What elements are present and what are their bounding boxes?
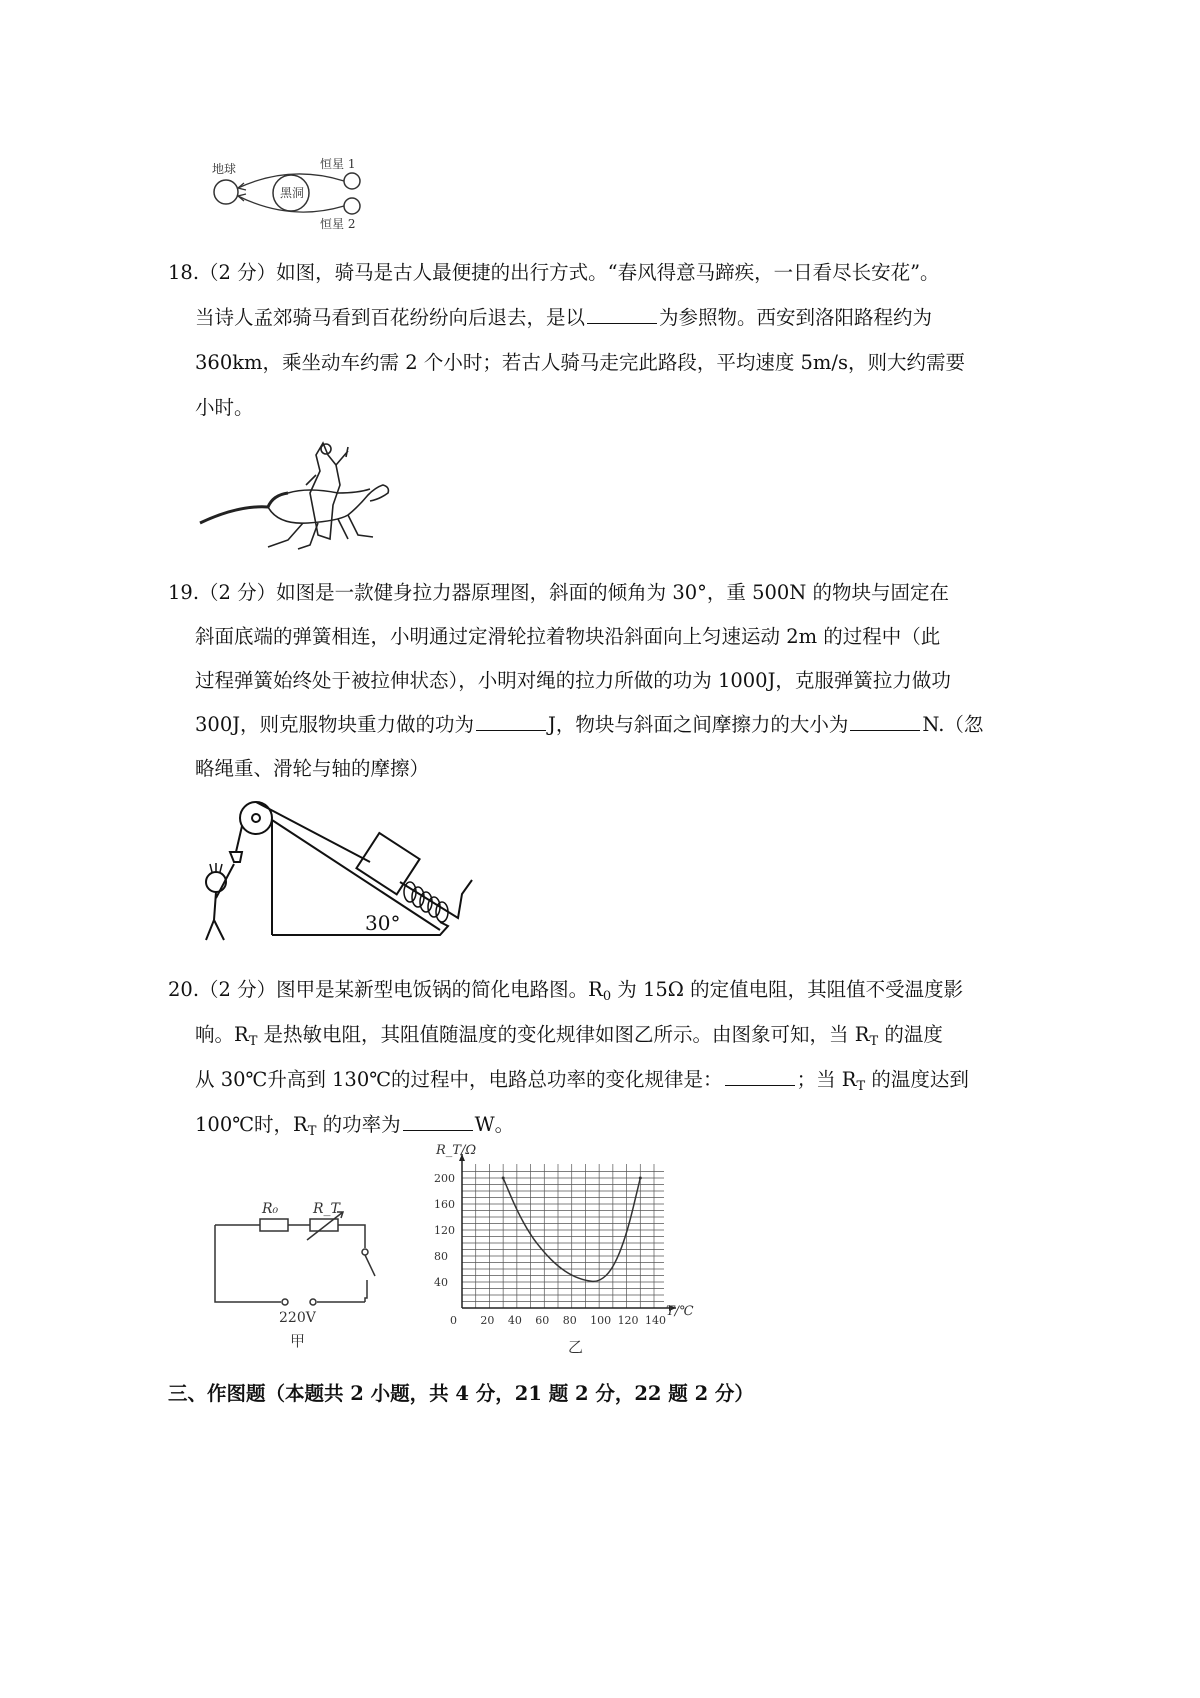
q20-text: 响。R xyxy=(195,1023,249,1046)
q18-line-1: 18.（2 分）如图，骑马是古人最便捷的出行方式。“春风得意马蹄疾，一日看尽长安花”。 xyxy=(168,261,940,284)
q19-text: J，物块与斜面之间摩擦力的大小为 xyxy=(548,713,849,736)
q19-line-5: 略绳重、滑轮与轴的摩擦） xyxy=(195,757,430,780)
q19-text: 300J，则克服物块重力做的功为 xyxy=(195,713,475,736)
circuit-diagram xyxy=(205,1190,395,1360)
star2-label: 恒星 2 xyxy=(320,217,356,231)
rope-upper xyxy=(256,802,370,862)
q18-line-3: 360km，乘坐动车约需 2 个小时；若古人骑马走完此路段，平均速度 5m/s，则大约需要 xyxy=(195,351,966,374)
voltage-label: 220V xyxy=(279,1310,316,1326)
q19-line-4 xyxy=(195,710,983,740)
subscript: T xyxy=(248,1034,258,1049)
section-3-heading: 三、作图题（本题共 2 小题，共 4 分，21 题 2 分，22 题 2 分） xyxy=(168,1382,754,1405)
figure-17-blackhole-lensing xyxy=(200,150,380,240)
q20-text: 是热敏电阻，其阻值随温度的变化规律如图乙所示。由图象可知，当 R xyxy=(257,1023,870,1046)
earth-label: 地球 xyxy=(212,162,237,176)
chart-grid xyxy=(462,1164,664,1308)
chart-axes xyxy=(459,1154,676,1311)
y-tick-label: 200 xyxy=(434,1172,455,1185)
switch-wire xyxy=(317,1255,375,1302)
y-tick-label: 80 xyxy=(434,1250,448,1263)
person-body xyxy=(206,864,234,940)
x-tick-label: 120 xyxy=(617,1314,639,1327)
rt-label: R_T xyxy=(313,1201,340,1217)
chart-xlabel: T/℃ xyxy=(666,1304,694,1319)
chart-caption: 乙 xyxy=(568,1338,584,1356)
chart-svg xyxy=(428,1140,698,1358)
star1-label: 恒星 1 xyxy=(320,157,356,171)
q18-line-4 xyxy=(195,393,254,423)
subscript: T xyxy=(856,1079,866,1094)
angle-label: 30° xyxy=(365,911,401,935)
x-tick-label: 40 xyxy=(507,1314,522,1327)
q20-line-2 xyxy=(195,1020,943,1057)
q20-text: 20.（2 分）图甲是某新型电饭锅的简化电路图。R xyxy=(168,978,603,1001)
chart-ylabel: R_T/Ω xyxy=(436,1143,477,1158)
q20-text: 从 30℃升高到 130℃的过程中，电路总功率的变化规律是： xyxy=(195,1068,723,1091)
x-tick-label: 100 xyxy=(590,1314,612,1327)
horse-rider-image xyxy=(198,435,398,555)
subscript: T xyxy=(869,1034,879,1049)
y-tick-label: 120 xyxy=(434,1224,455,1237)
q20-text: 的温度 xyxy=(878,1023,943,1046)
earth-circle xyxy=(214,180,238,204)
q18-text: 小时。 xyxy=(195,396,254,419)
q19-line-1: 19.（2 分）如图是一款健身拉力器原理图，斜面的倾角为 30°，重 500N 的物块与固定在 xyxy=(168,581,950,604)
x-tick-label: 60 xyxy=(535,1314,550,1327)
answer-blank xyxy=(403,1112,473,1131)
x-tick-label: 140 xyxy=(645,1314,666,1327)
person-head xyxy=(206,872,226,892)
q20-text: ；当 R xyxy=(796,1068,857,1091)
incline-pulley-figure xyxy=(190,790,490,950)
q20-text: W。 xyxy=(474,1113,515,1136)
r0-label: R₀ xyxy=(262,1201,279,1217)
blackhole-label: 黑洞 xyxy=(280,186,305,200)
switch-contact xyxy=(362,1249,368,1255)
q20-line-1 xyxy=(168,975,963,1012)
x-tick-label: 20 xyxy=(480,1314,495,1327)
y-tick-label: 160 xyxy=(434,1198,455,1211)
top-wire xyxy=(215,1225,365,1248)
terminal-left xyxy=(282,1299,288,1305)
q20-text: 的温度达到 xyxy=(865,1068,969,1091)
answer-blank xyxy=(725,1067,795,1086)
star2-circle xyxy=(344,198,360,214)
horse-rider-illustration xyxy=(198,435,398,555)
y-tick-label: 40 xyxy=(434,1276,448,1289)
x-tick-label: 0 xyxy=(450,1314,457,1327)
rt-resistor xyxy=(310,1219,338,1231)
q20-text: 100℃时，R xyxy=(195,1113,308,1136)
terminal-right xyxy=(310,1299,316,1305)
answer-blank xyxy=(850,712,920,731)
q19-line-3: 过程弹簧始终处于被拉伸状态），小明对绳的拉力所做的功为 1000J，克服弹簧拉力做功 xyxy=(195,669,951,692)
q20-text: 的功率为 xyxy=(316,1113,401,1136)
circuit-caption: 甲 xyxy=(290,1332,306,1350)
q18-text: 为参照物。西安到洛阳路程约为 xyxy=(659,306,933,329)
q18-line-2 xyxy=(195,303,932,333)
star1-circle xyxy=(344,173,360,189)
q18-text: 当诗人孟郊骑马看到百花纷纷向后退去，是以 xyxy=(195,306,586,329)
q20-text: 为 15Ω 的定值电阻，其阻值不受温度影 xyxy=(611,978,964,1001)
handle xyxy=(230,852,242,862)
q19-text: N.（忽 xyxy=(922,713,984,736)
r0-resistor xyxy=(260,1219,288,1231)
base-line xyxy=(272,922,448,935)
rt-temperature-chart xyxy=(428,1140,698,1358)
blackhole-diagram xyxy=(200,150,380,240)
pulley-axle xyxy=(252,814,260,822)
incline-diagram xyxy=(190,790,490,950)
incline-surface xyxy=(272,820,440,930)
q19-line-2: 斜面底端的弹簧相连，小明通过定滑轮拉着物块沿斜面向上匀速运动 2m 的过程中（此 xyxy=(195,625,941,648)
answer-blank xyxy=(476,712,546,731)
q20-line-3 xyxy=(195,1065,969,1102)
subscript: 0 xyxy=(602,989,612,1004)
block xyxy=(356,833,419,894)
subscript: T xyxy=(307,1124,317,1139)
left-wire xyxy=(215,1225,281,1302)
rope-down xyxy=(236,826,242,852)
answer-blank xyxy=(587,305,657,324)
x-tick-label: 80 xyxy=(562,1314,577,1327)
